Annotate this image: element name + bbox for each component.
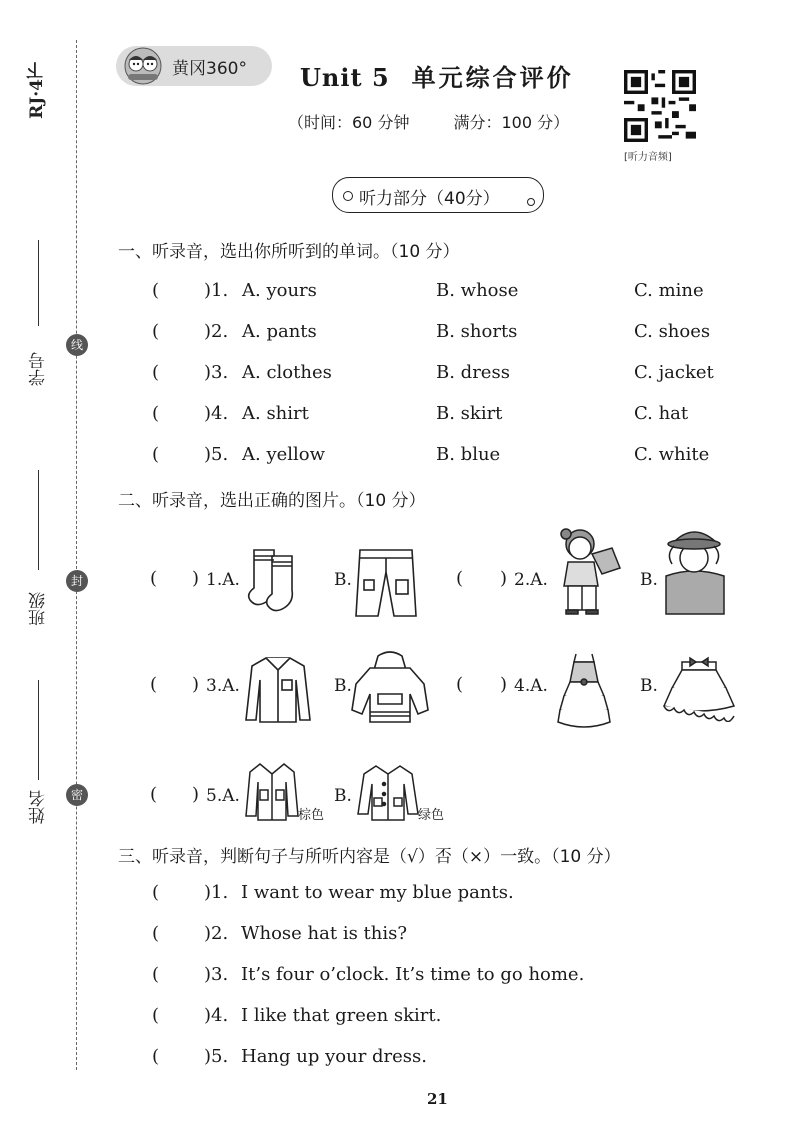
qr-code-icon[interactable]	[624, 70, 696, 142]
sentence: I like that green skirt.	[241, 1005, 442, 1026]
brand-label: 黄冈360°	[172, 59, 247, 79]
part2-heading: 二、听录音，选出正确的图片。（10 分）	[118, 491, 426, 511]
option-a: A. clothes	[242, 362, 332, 383]
answer-blank-open: (	[456, 568, 464, 589]
option-a: A. yours	[242, 280, 317, 301]
exam-info	[288, 110, 569, 133]
sentence: Whose hat is this?	[241, 923, 408, 944]
unit-label: Unit 5	[300, 63, 390, 92]
sentence: I want to wear my blue pants.	[241, 882, 514, 903]
class-label: 班级	[29, 592, 49, 626]
question-number: )2.	[204, 321, 229, 342]
answer-blank[interactable]: (	[152, 280, 160, 301]
question-number: )2.	[204, 923, 229, 944]
section-banner	[332, 177, 544, 213]
qr-caption: [听力音频]	[624, 152, 672, 163]
q5-option-b-label: B.	[334, 786, 352, 806]
answer-blank[interactable]: (	[152, 882, 160, 903]
q2-option-a-label: 2.A.	[514, 570, 548, 590]
option-a: A. pants	[242, 321, 317, 342]
answer-blank[interactable]: (	[152, 321, 160, 342]
answer-blank[interactable]: (	[152, 1046, 160, 1067]
page-number: 21	[427, 1090, 448, 1108]
shirt-icon	[244, 654, 312, 724]
answer-blank-close[interactable]: )	[500, 568, 508, 589]
hoodie-icon	[350, 650, 430, 726]
socks-icon	[244, 546, 308, 618]
dress-icon	[556, 650, 612, 730]
answer-blank-open: (	[150, 568, 158, 589]
q3-option-a-label: 3.A.	[206, 676, 240, 696]
skirt-icon	[660, 656, 738, 722]
answer-blank-open: (	[150, 674, 158, 695]
answer-blank-close[interactable]: )	[192, 784, 200, 805]
q3-option-b-label: B.	[334, 676, 352, 696]
score-info: 满分：100 分）	[453, 113, 570, 132]
option-c: C. mine	[634, 280, 704, 301]
q4-option-a-label: 4.A.	[514, 676, 548, 696]
q4-option-b-label: B.	[640, 676, 658, 696]
option-a: A. yellow	[242, 444, 326, 465]
answer-blank-open: (	[456, 674, 464, 695]
question-number: )1.	[204, 280, 229, 301]
answer-blank[interactable]: (	[152, 362, 160, 383]
jacket-a-icon	[244, 760, 300, 822]
grade-label: RJ·4下	[27, 62, 47, 119]
girl-with-hat-icon	[662, 524, 726, 616]
q5-option-a-label: 5.A.	[206, 786, 240, 806]
q1-option-b-label: B.	[334, 570, 352, 590]
student-no-label: 学号	[29, 352, 49, 386]
page-title	[300, 58, 574, 93]
q2-option-b-label: B.	[640, 570, 658, 590]
option-b: B. whose	[436, 280, 519, 301]
question-number: )3.	[204, 964, 229, 985]
seal-secret: 密	[66, 784, 88, 806]
class-line	[38, 470, 39, 570]
answer-blank-close[interactable]: )	[192, 568, 200, 589]
question-number: )5.	[204, 444, 229, 465]
answer-blank[interactable]: (	[152, 1005, 160, 1026]
question-number: )4.	[204, 1005, 229, 1026]
option-c: C. hat	[634, 403, 689, 424]
time-info: （时间：60 分钟	[288, 113, 410, 132]
sentence: It’s four o’clock. It’s time to go home.	[241, 964, 585, 985]
option-c: C. jacket	[634, 362, 714, 383]
option-b: B. skirt	[436, 403, 503, 424]
answer-blank-close[interactable]: )	[192, 674, 200, 695]
option-b: B. dress	[436, 362, 510, 383]
answer-blank[interactable]: (	[152, 964, 160, 985]
jacket-b-icon	[356, 762, 420, 822]
cut-dashed-line	[76, 40, 77, 1070]
sentence: Hang up your dress.	[241, 1046, 428, 1067]
name-label: 姓名	[29, 790, 49, 824]
seal-seal: 封	[66, 570, 88, 592]
part1-heading: 一、听录音，选出你所听到的单词。（10 分）	[118, 242, 460, 262]
name-line	[38, 680, 39, 780]
option-b: B. blue	[436, 444, 501, 465]
question-number: )5.	[204, 1046, 229, 1067]
color-label-brown: 棕色	[298, 808, 325, 823]
answer-blank[interactable]: (	[152, 923, 160, 944]
seal-line: 线	[66, 334, 88, 356]
question-number: )1.	[204, 882, 229, 903]
color-label-green: 绿色	[418, 808, 445, 823]
girl-hugging-clothes-icon	[554, 524, 626, 616]
question-number: )4.	[204, 403, 229, 424]
student-no-line	[38, 240, 39, 326]
question-number: )3.	[204, 362, 229, 383]
option-b: B. shorts	[436, 321, 518, 342]
section-title: 听力部分（40分）	[359, 189, 500, 209]
option-c: C. white	[634, 444, 710, 465]
answer-blank-close[interactable]: )	[500, 674, 508, 695]
q1-option-a-label: 1.A.	[206, 570, 240, 590]
option-c: C. shoes	[634, 321, 711, 342]
brand-badge	[116, 46, 272, 86]
shorts-icon	[354, 546, 418, 622]
answer-blank-open: (	[150, 784, 158, 805]
answer-blank[interactable]: (	[152, 403, 160, 424]
option-a: A. shirt	[242, 403, 309, 424]
kids-logo-icon	[118, 46, 168, 86]
part3-heading: 三、听录音，判断句子与所听内容是（√）否（×）一致。（10 分）	[118, 847, 621, 867]
answer-blank[interactable]: (	[152, 444, 160, 465]
title-cn: 单元综合评价	[411, 64, 574, 92]
